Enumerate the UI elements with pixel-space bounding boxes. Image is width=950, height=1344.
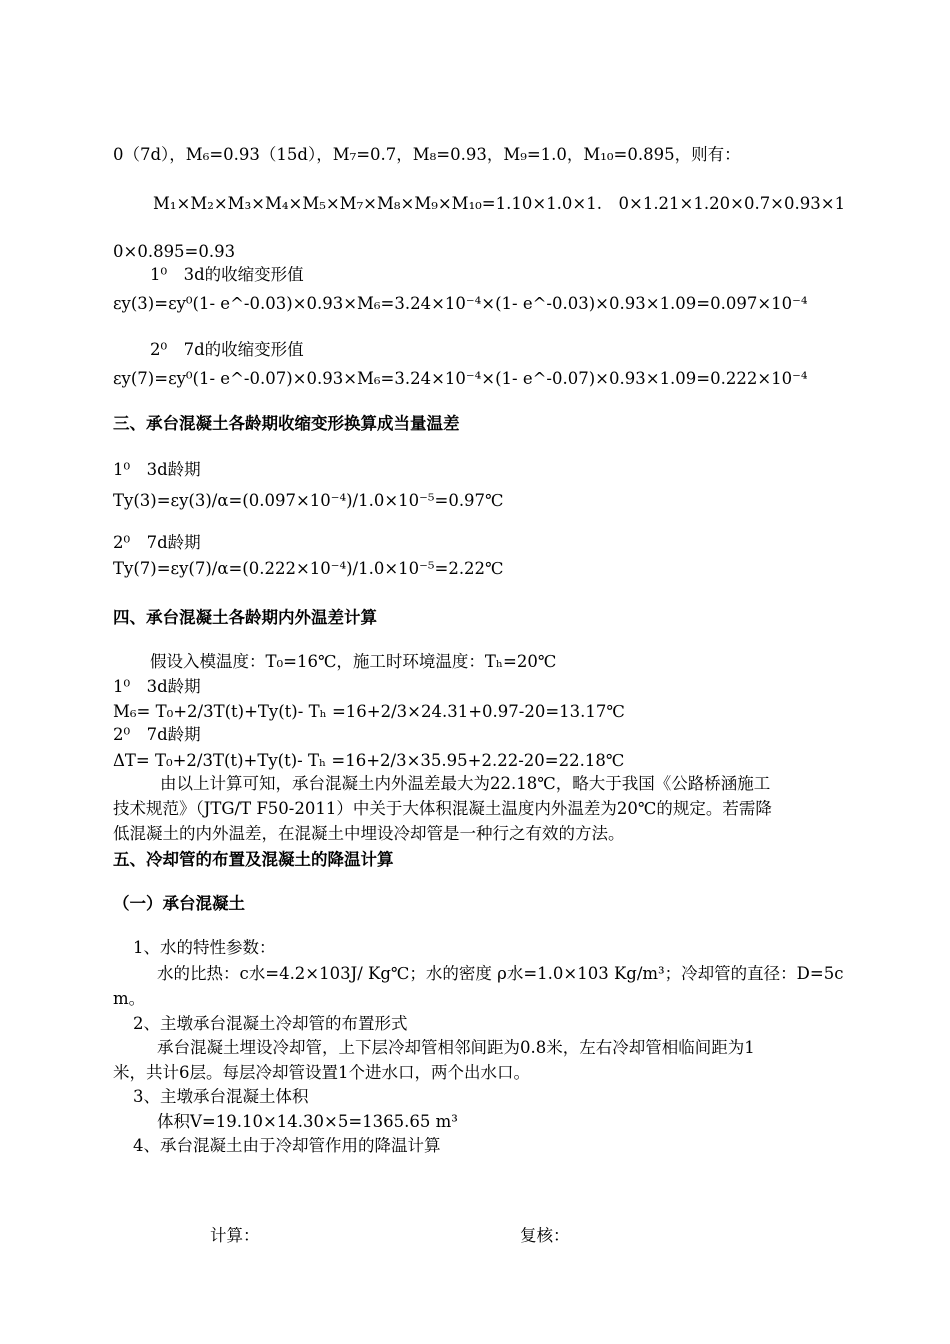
list-item: 3、主墩承台混凝土体积 <box>133 1087 309 1106</box>
text-line: 假设入模温度：T₀=16℃，施工时环境温度：Tₕ=20℃ <box>150 652 557 671</box>
paragraph-line: 技术规范》（JTG/T F50-2011）中关于大体积混凝土温度内外温差为20℃的规定。若需降 <box>113 799 772 818</box>
formula-line: εy(3)=εy⁰(1- e^-0.03)×0.93×M₆=3.24×10⁻⁴×(1- e^-0.03)×0.93×1.09=0.097×10⁻⁴ <box>113 294 808 313</box>
section-heading: 三、承台混凝土各龄期收缩变形换算成当量温差 <box>113 414 460 433</box>
paragraph-line: 承台混凝土埋设冷却管，上下层冷却管相邻间距为0.8米，左右冷却管相临间距为1 <box>157 1038 755 1057</box>
paragraph-line: 低混凝土的内外温差，在混凝土中埋设冷却管是一种行之有效的方法。 <box>113 824 625 843</box>
formula-line: ΔT= T₀+2/3T(t)+Ty(t)- Tₕ =16+2/3×35.95+2.22-20=22.18℃ <box>113 751 625 770</box>
calc-label: 计算： <box>210 1226 260 1245</box>
text-line: 0（7d），M₆=0.93（15d），M₇=0.7，M₈=0.93，M₉=1.0，M₁₀=0.895，则有： <box>113 145 741 164</box>
formula-line: εy(7)=εy⁰(1- e^-0.07)×0.93×M₆=3.24×10⁻⁴×(1- e^-0.07)×0.93×1.09=0.222×10⁻⁴ <box>113 369 808 388</box>
paragraph-line: m。 <box>113 989 146 1008</box>
subheading: 2⁰ 7d龄期 <box>113 725 201 744</box>
list-item: 1、水的特性参数： <box>133 938 276 957</box>
formula-line: Ty(3)=εy(3)/α=(0.097×10⁻⁴)/1.0×10⁻⁵=0.97℃ <box>113 491 504 510</box>
review-label: 复核： <box>520 1226 570 1245</box>
formula-line: M₁×M₂×M₃×M₄×M₅×M₇×M₈×M₉×M₁₀=1.10×1.0×1. 0×1.21×1.20×0.7×0.93×1 <box>153 194 846 213</box>
subheading: 1⁰ 3d龄期 <box>113 460 201 479</box>
subheading: 2⁰ 7d的收缩变形值 <box>150 340 304 359</box>
paragraph-line: 米，共计6层。每层冷却管设置1个进水口，两个出水口。 <box>113 1063 530 1082</box>
formula-line: Ty(7)=εy(7)/α=(0.222×10⁻⁴)/1.0×10⁻⁵=2.22℃ <box>113 559 504 578</box>
paragraph-line: 由以上计算可知，承台混凝土内外温差最大为22.18℃，略大于我国《公路桥涵施工 <box>160 774 771 793</box>
section-heading: 五、冷却管的布置及混凝土的降温计算 <box>113 850 394 869</box>
paragraph-line: 水的比热：c水=4.2×103J/ Kg℃；水的密度 ρ水=1.0×103 Kg/m³；冷却管的直径：D=5c <box>157 964 844 983</box>
text-line: 0×0.895=0.93 <box>113 242 236 261</box>
subheading: 1⁰ 3d的收缩变形值 <box>150 265 304 284</box>
formula-line: M₆= T₀+2/3T(t)+Ty(t)- Tₕ =16+2/3×24.31+0.97-20=13.17℃ <box>113 702 625 721</box>
list-item: 2、主墩承台混凝土冷却管的布置形式 <box>133 1014 408 1033</box>
list-item: 4、承台混凝土由于冷却管作用的降温计算 <box>133 1136 441 1155</box>
subheading: 1⁰ 3d龄期 <box>113 677 201 696</box>
subsection-heading: （一）承台混凝土 <box>113 894 245 913</box>
subheading: 2⁰ 7d龄期 <box>113 533 201 552</box>
section-heading: 四、承台混凝土各龄期内外温差计算 <box>113 608 377 627</box>
paragraph-line: 体积V=19.10×14.30×5=1365.65 m³ <box>157 1112 458 1131</box>
